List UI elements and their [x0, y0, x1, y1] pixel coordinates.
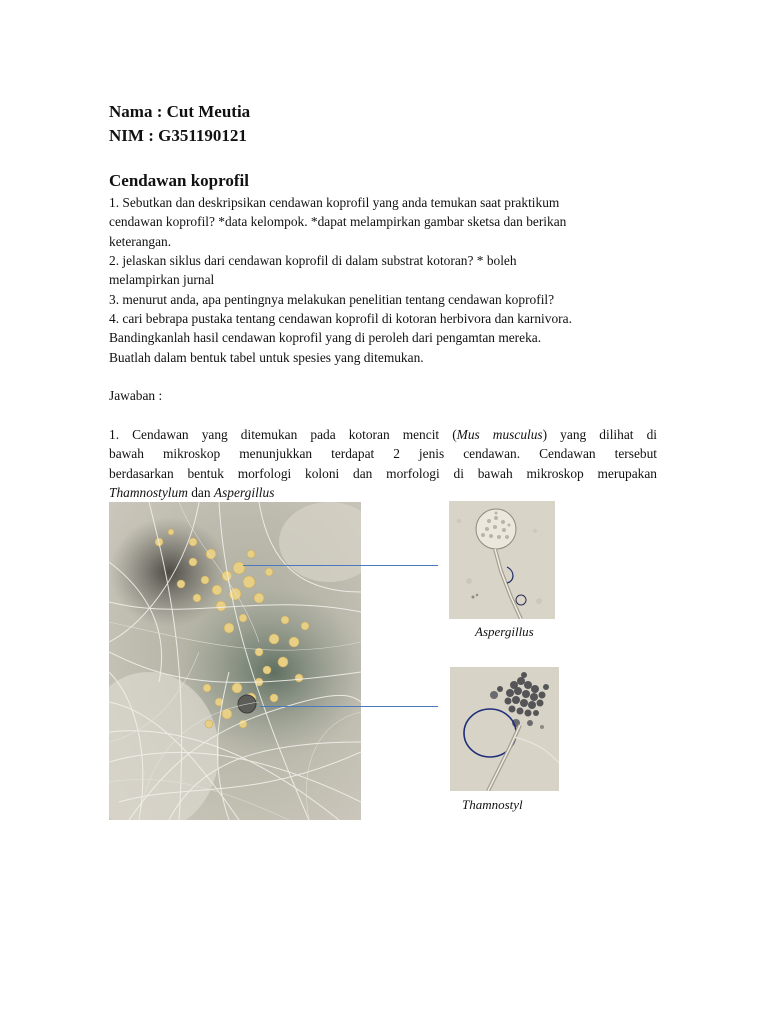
student-name: Nama : Cut Meutia: [109, 102, 251, 121]
aspergillus-caption: Aspergillus: [475, 624, 534, 639]
answer-text: 1. Cendawan yang ditemukan pada kotoran mencit (: [109, 427, 457, 442]
question-line: Bandingkanlah hasil cendawan koprofil yang di peroleh dari pengamtan mereka.: [109, 330, 542, 345]
answer-line: [109, 483, 657, 502]
question-line: 2. jelaskan siklus dari cendawan koprofil di dalam substrat kotoran? * boleh: [109, 253, 517, 268]
aspergillus-micrograph: [449, 501, 555, 619]
species-name: Mus musculus: [456, 427, 543, 442]
question-line: cendawan koprofil? *data kelompok. *dapat melampirkan gambar sketsa dan berikan: [109, 214, 567, 229]
thamnostylum-caption: Thamnostyl: [462, 797, 523, 812]
answer-heading: Jawaban :: [109, 388, 163, 403]
question-line: keterangan.: [109, 234, 172, 249]
connector-line-thamnostylum: [260, 706, 438, 707]
student-nim: NIM : G351190121: [109, 126, 247, 145]
question-line: melampirkan jurnal: [109, 272, 215, 287]
genus-name: Aspergillus: [213, 485, 275, 500]
answer-line: berdasarkan bentuk morfologi koloni dan morfologi di bawah mikroskop merupakan: [109, 466, 657, 481]
question-line: 1. Sebutkan dan deskripsikan cendawan koprofil yang anda temukan saat praktikum: [109, 195, 560, 210]
colony-photo: [109, 502, 361, 820]
connector-line-aspergillus: [243, 565, 438, 566]
question-line: 3. menurut anda, apa pentingnya melakukan penelitian tentang cendawan koprofil?: [109, 292, 555, 307]
question-line: Buatlah dalam bentuk tabel untuk spesies yang ditemukan.: [109, 350, 424, 365]
question-line: 4. cari bebrapa pustaka tentang cendawan koprofil di kotoran herbivora dan karnivora.: [109, 311, 572, 326]
answer-text: dan: [187, 485, 214, 500]
answer-line: [109, 425, 657, 444]
thamnostylum-micrograph: [450, 667, 559, 791]
section-title: Cendawan koprofil: [109, 171, 249, 190]
answer-text: ) yang dilihat di: [542, 427, 657, 442]
genus-name: Thamnostylum: [109, 485, 188, 500]
answer-line: bawah mikroskop menunjukkan terdapat 2 jenis cendawan. Cendawan tersebut: [109, 446, 657, 461]
